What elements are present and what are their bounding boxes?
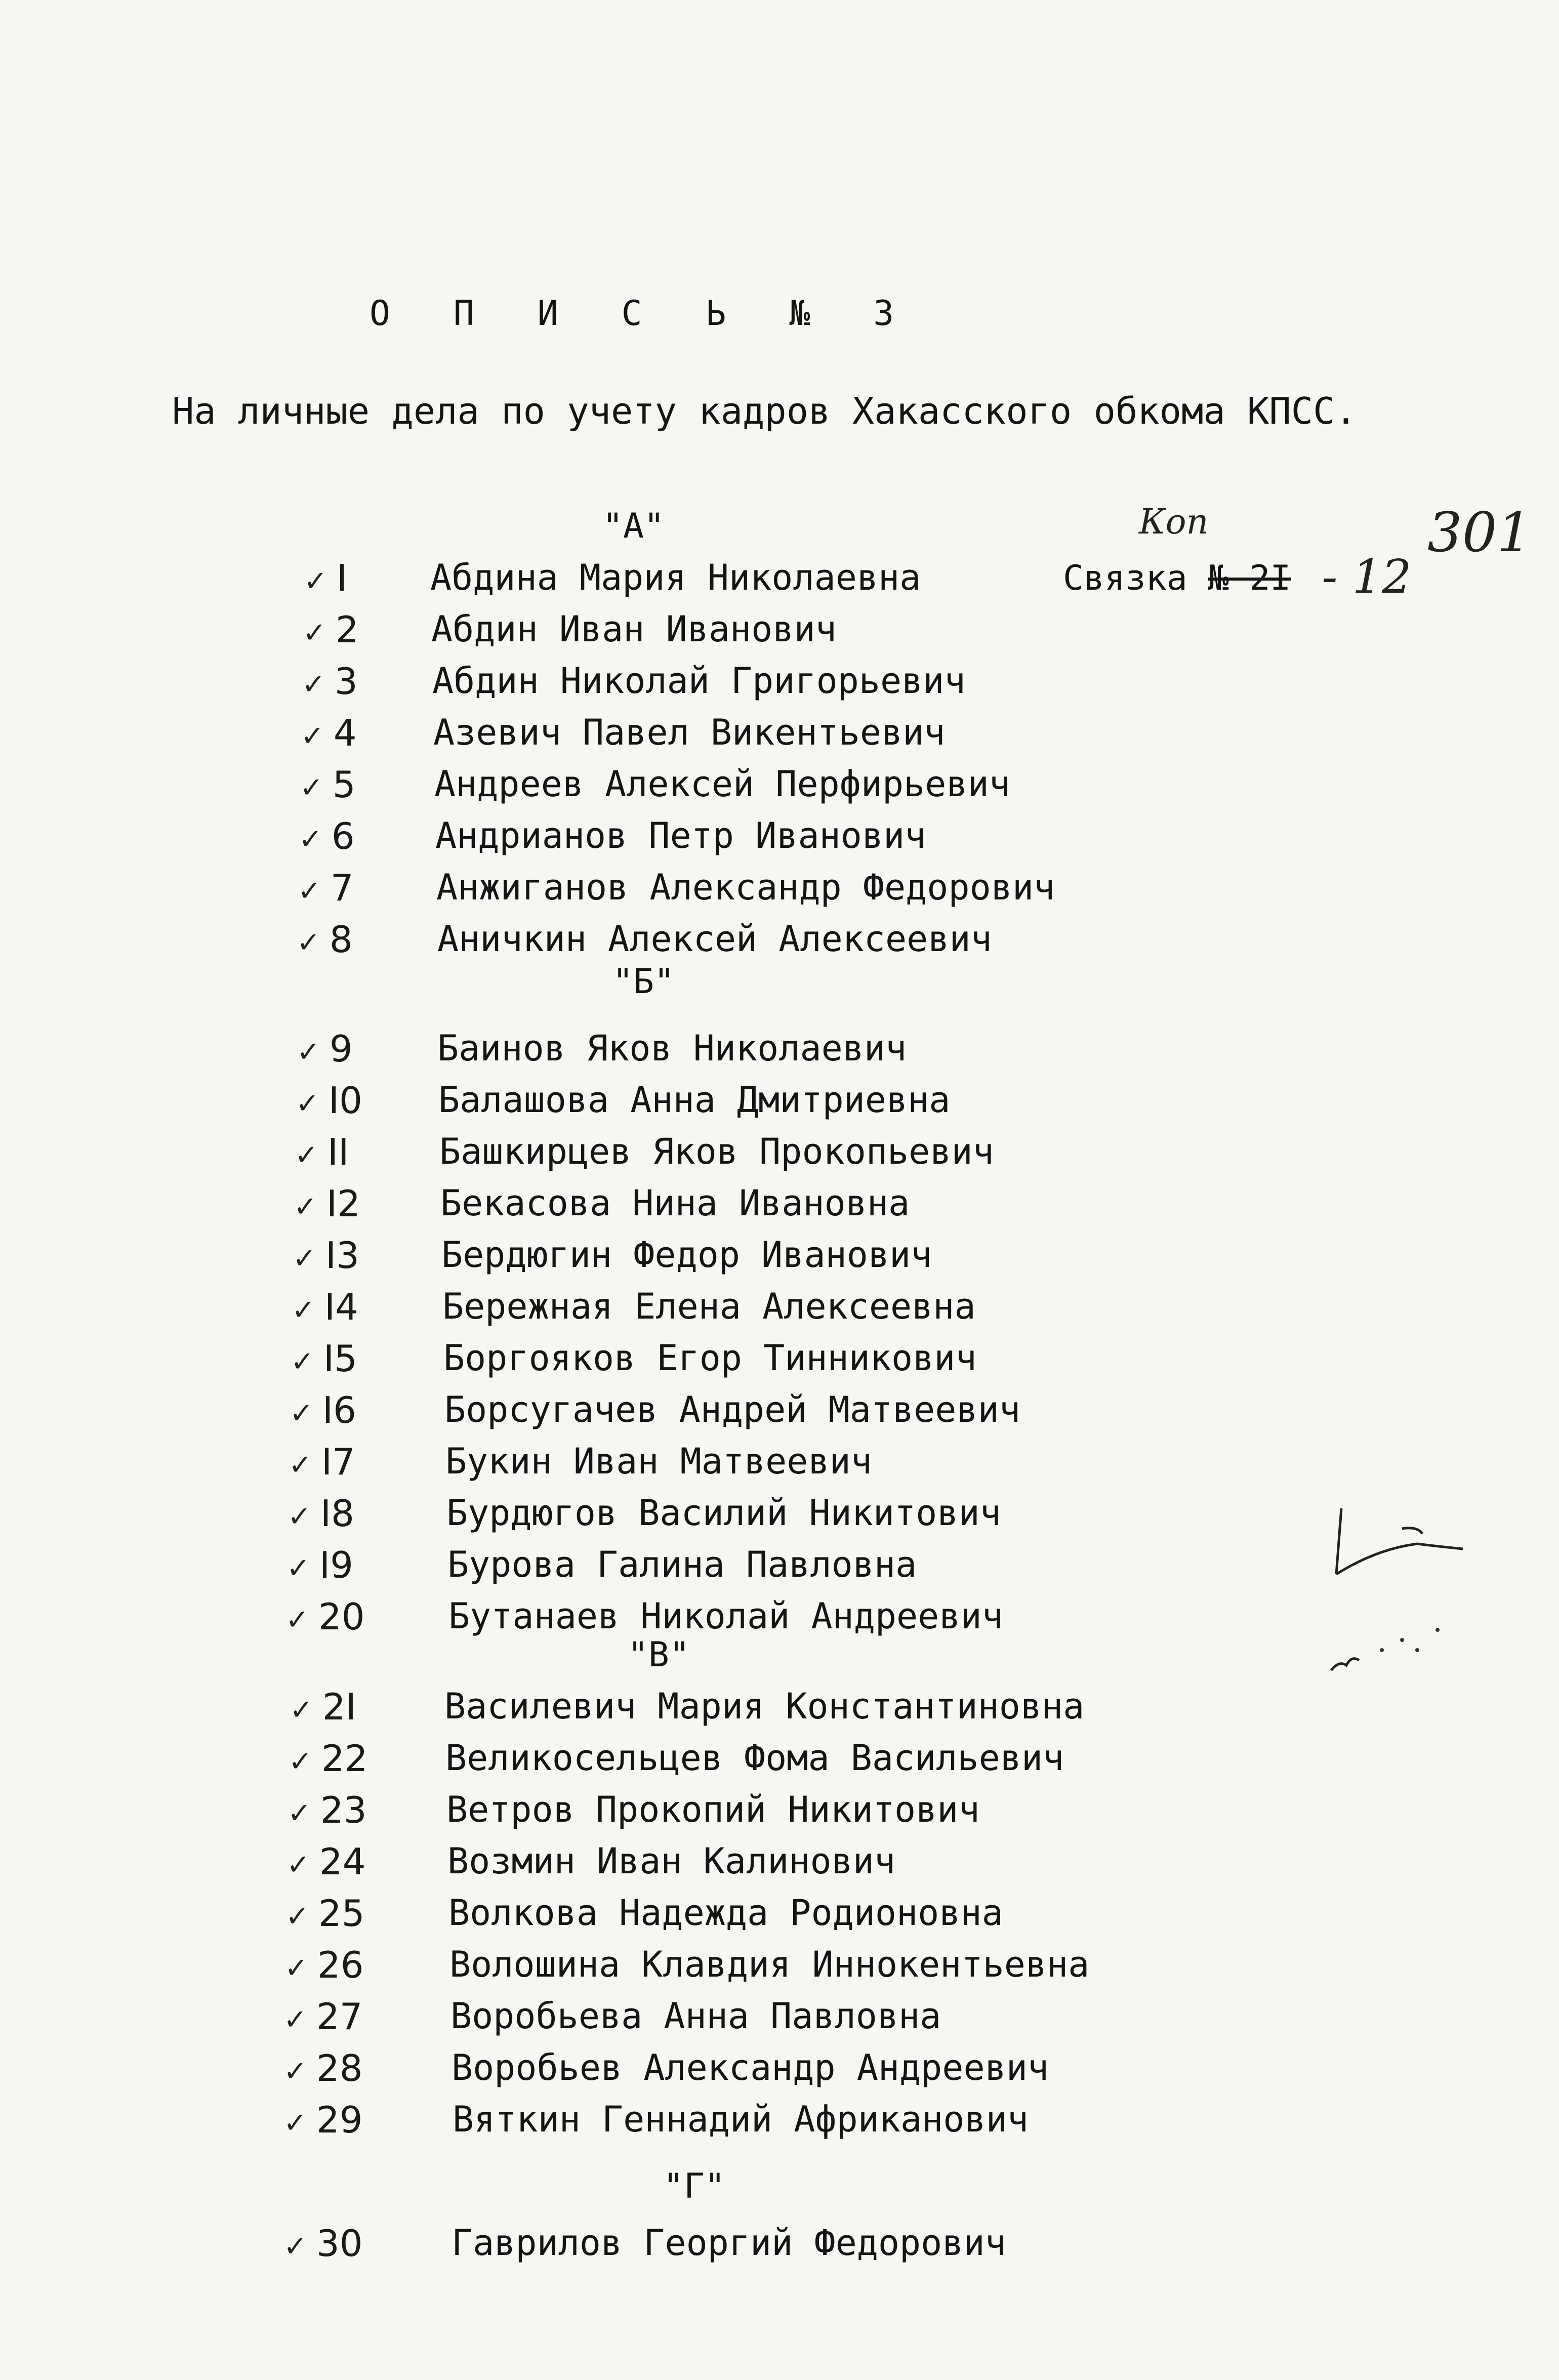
entry-number-text: II (327, 1131, 349, 1173)
entry-number-text: 20 (318, 1595, 365, 1638)
entry-number (288, 1789, 374, 1831)
check-mark-icon: ✓ (294, 1191, 317, 1223)
section-letter: "А" (602, 506, 665, 546)
margin-scribble (1316, 1498, 1488, 1711)
check-mark-icon: ✓ (293, 1242, 316, 1275)
entry-number (286, 1840, 373, 1883)
entry-number (299, 815, 385, 857)
entry-number (292, 1286, 378, 1328)
entry-number (293, 1234, 379, 1277)
check-mark-icon: ✓ (283, 2230, 307, 2263)
check-mark-icon: ✓ (291, 1345, 314, 1378)
entry-number (286, 1544, 373, 1586)
check-mark-icon: ✓ (303, 617, 326, 649)
entry-name: Ветров Прокопий Никитович (446, 1789, 980, 1830)
entry-number (298, 867, 384, 909)
entry-number-text: 24 (319, 1840, 366, 1883)
entry-name: Великосельцев Фома Васильевич (445, 1737, 1064, 1779)
bundle-handwritten-above: Коп (1139, 502, 1209, 542)
check-mark-icon: ✓ (292, 1294, 315, 1327)
check-mark-icon: ✓ (296, 1087, 319, 1120)
entry-number (303, 608, 389, 651)
bundle-handwritten-right: 301 (1427, 501, 1532, 564)
entry-number-text: I3 (325, 1234, 359, 1277)
section-letter: "Г" (663, 2166, 725, 2206)
entry-number-text: 22 (321, 1737, 368, 1780)
check-mark-icon: ✓ (290, 1694, 313, 1727)
entry-number (290, 1686, 376, 1728)
entry-number-text: I6 (322, 1389, 356, 1431)
entry-name: Балашова Анна Дмитриевна (438, 1079, 951, 1121)
entry-name: Воробьева Анна Павловна (450, 1995, 941, 2037)
entry-number-text: I9 (319, 1544, 353, 1586)
entry-number (300, 763, 386, 806)
entry-number-text: 8 (329, 918, 353, 961)
entry-number (289, 1737, 375, 1780)
entry-number (304, 557, 390, 599)
entry-number-text: I7 (321, 1441, 355, 1483)
entry-name: Вяткин Геннадий Африканович (453, 2099, 1029, 2140)
check-mark-icon: ✓ (285, 1604, 309, 1636)
entry-name: Андреев Алексей Перфирьевич (434, 763, 1010, 805)
entry-name: Гаврилов Георгий Федорович (452, 2222, 1006, 2264)
entry-number-text: I4 (324, 1286, 358, 1328)
entry-name: Бережная Елена Алексеевна (442, 1286, 976, 1327)
entry-number (291, 1337, 377, 1380)
bundle-word: Связка (1063, 558, 1187, 598)
entry-name: Башкирцев Яков Прокопьевич (439, 1131, 994, 1172)
check-mark-icon: ✓ (286, 1849, 310, 1881)
entry-number-text: 29 (316, 2099, 363, 2141)
entry-name: Борсугачев Андрей Матвеевич (444, 1389, 1020, 1430)
entry-name: Волошина Клавдия Иннокентьевна (449, 1944, 1090, 1985)
section-letter: "В" (628, 1635, 690, 1675)
entry-name: Букин Иван Матвеевич (445, 1441, 872, 1482)
entry-number (283, 2047, 370, 2089)
entry-name: Азевич Павел Викентьевич (433, 712, 946, 753)
entry-name: Боргояков Егор Тинникович (443, 1337, 977, 1379)
entry-name: Бутанаев Николай Андреевич (448, 1595, 1003, 1637)
inventory-title: О П И С Ь № 3 (370, 294, 916, 334)
check-mark-icon: ✓ (297, 1036, 320, 1069)
entry-number-text: 4 (333, 712, 357, 754)
entry-number-text: 26 (317, 1944, 364, 1986)
entry-name: Абдина Мария Николаевна (430, 557, 921, 598)
check-mark-icon: ✓ (286, 1552, 310, 1585)
entry-number-text: 30 (316, 2222, 363, 2265)
check-mark-icon: ✓ (288, 1797, 311, 1830)
check-mark-icon: ✓ (298, 875, 321, 908)
entry-number (283, 2099, 370, 2141)
check-mark-icon: ✓ (283, 2107, 307, 2140)
entry-number-text: 5 (332, 763, 356, 806)
entry-number (302, 660, 388, 703)
entry-name: Василевич Мария Константиновна (444, 1686, 1085, 1727)
entry-number (301, 712, 387, 754)
entry-number-text: 7 (330, 867, 354, 909)
entry-number-text: I (336, 557, 348, 599)
entry-number (284, 1944, 371, 1986)
entry-number (297, 1028, 383, 1070)
entry-name: Абдин Иван Иванович (431, 608, 837, 650)
entry-number-text: 25 (318, 1892, 365, 1935)
entry-number (295, 1131, 381, 1173)
entry-name: Анжиганов Александр Федорович (436, 867, 1055, 908)
entry-number-text: 2I (322, 1686, 356, 1728)
entry-number-text: 6 (331, 815, 355, 857)
inventory-heading: На личные дела по учету кадров Хакасского обкома КПСС. (172, 390, 1357, 432)
entry-name: Баинов Яков Николаевич (437, 1028, 907, 1069)
entry-number-text: 28 (316, 2047, 363, 2089)
entry-name: Бурова Галина Павловна (447, 1544, 917, 1585)
entry-number-text: 9 (329, 1028, 353, 1070)
entry-number (297, 918, 383, 961)
entry-number (283, 1995, 370, 2038)
entry-name: Бекасова Нина Ивановна (440, 1182, 910, 1224)
entry-name: Бердюгин Федор Иванович (441, 1234, 932, 1276)
entry-number (289, 1441, 375, 1483)
entry-name: Аничкин Алексей Алексеевич (437, 918, 992, 960)
check-mark-icon: ✓ (288, 1500, 311, 1533)
entry-number (285, 1892, 372, 1935)
bundle-label (1063, 501, 1532, 604)
check-mark-icon: ✓ (300, 771, 323, 804)
entry-name: Воробьев Александр Андреевич (452, 2047, 1049, 2088)
entry-number (296, 1079, 382, 1122)
bundle-handwritten-suffix: - 12 (1322, 550, 1412, 604)
entry-number-text: I8 (320, 1492, 354, 1535)
entry-number (294, 1182, 380, 1225)
entry-number-text: 23 (320, 1789, 367, 1831)
bundle-struck-number: № 2I (1208, 558, 1291, 598)
entry-name: Абдин Николай Григорьевич (432, 660, 966, 702)
check-mark-icon: ✓ (289, 1449, 312, 1482)
entry-number (290, 1389, 376, 1431)
check-mark-icon: ✓ (285, 1900, 309, 1933)
entry-number-text: I0 (328, 1079, 362, 1122)
check-mark-icon: ✓ (284, 1952, 308, 1985)
entry-number (288, 1492, 374, 1535)
check-mark-icon: ✓ (297, 926, 320, 959)
entry-name: Возмин Иван Калинович (447, 1840, 896, 1882)
entry-number-text: 27 (316, 1995, 363, 2038)
entry-name: Бурдюгов Василий Никитович (446, 1492, 1001, 1534)
entry-number-text: I2 (326, 1182, 360, 1225)
entry-name: Андрианов Петр Иванович (435, 815, 926, 856)
check-mark-icon: ✓ (283, 2055, 307, 2088)
check-mark-icon: ✓ (290, 1397, 313, 1430)
entry-number-text: I5 (323, 1337, 357, 1380)
entry-number-text: 3 (334, 660, 358, 703)
check-mark-icon: ✓ (283, 2003, 307, 2036)
entry-name: Волкова Надежда Родионовна (448, 1892, 1003, 1934)
check-mark-icon: ✓ (301, 720, 324, 753)
check-mark-icon: ✓ (302, 668, 325, 701)
check-mark-icon: ✓ (299, 823, 322, 856)
entry-number-text: 2 (335, 608, 359, 651)
check-mark-icon: ✓ (289, 1745, 312, 1778)
entry-number (285, 1595, 372, 1638)
entry-number (283, 2222, 370, 2265)
check-mark-icon: ✓ (295, 1139, 318, 1172)
check-mark-icon: ✓ (304, 565, 327, 598)
section-letter: "Б" (612, 962, 675, 1002)
